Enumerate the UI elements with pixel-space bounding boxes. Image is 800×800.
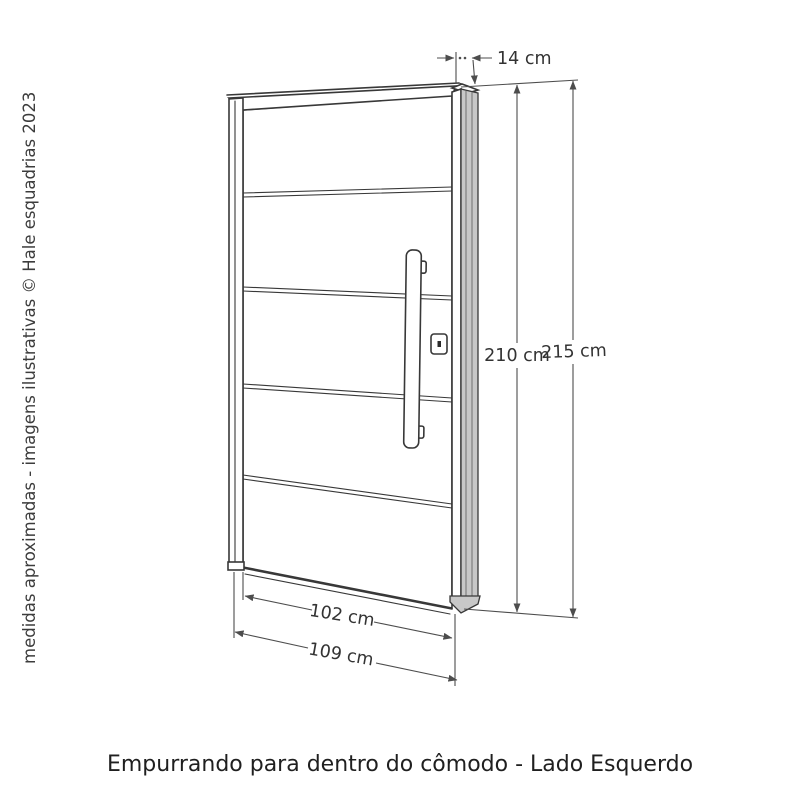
frame-left-jamb: [228, 98, 244, 570]
dim-total-width: [235, 632, 457, 680]
dim-total-height: [541, 81, 607, 617]
caption-text: Empurrando para dentro do cômodo - Lado Esquerdo: [106, 752, 694, 777]
dim-label-door-width: 102 cm: [308, 600, 376, 632]
dim-door-height: [484, 85, 550, 612]
handle-bar: [404, 250, 422, 448]
dim-label-total-height: 215 cm: [540, 340, 608, 364]
dim-label-total-width: 109 cm: [306, 639, 376, 671]
watermark-text: medidas aproximadas - imagens ilustrativas © Hale esquadrias 2023: [20, 91, 39, 664]
door-lock: [431, 334, 447, 354]
dim-label-frame-depth: 14 cm: [497, 49, 552, 69]
dim-label-door-height: 210 cm: [484, 346, 550, 366]
keyhole-icon: [438, 341, 442, 347]
door-assembly: [227, 83, 480, 614]
frame-right-jamb: [450, 84, 480, 613]
dim-frame-depth: [437, 49, 552, 84]
